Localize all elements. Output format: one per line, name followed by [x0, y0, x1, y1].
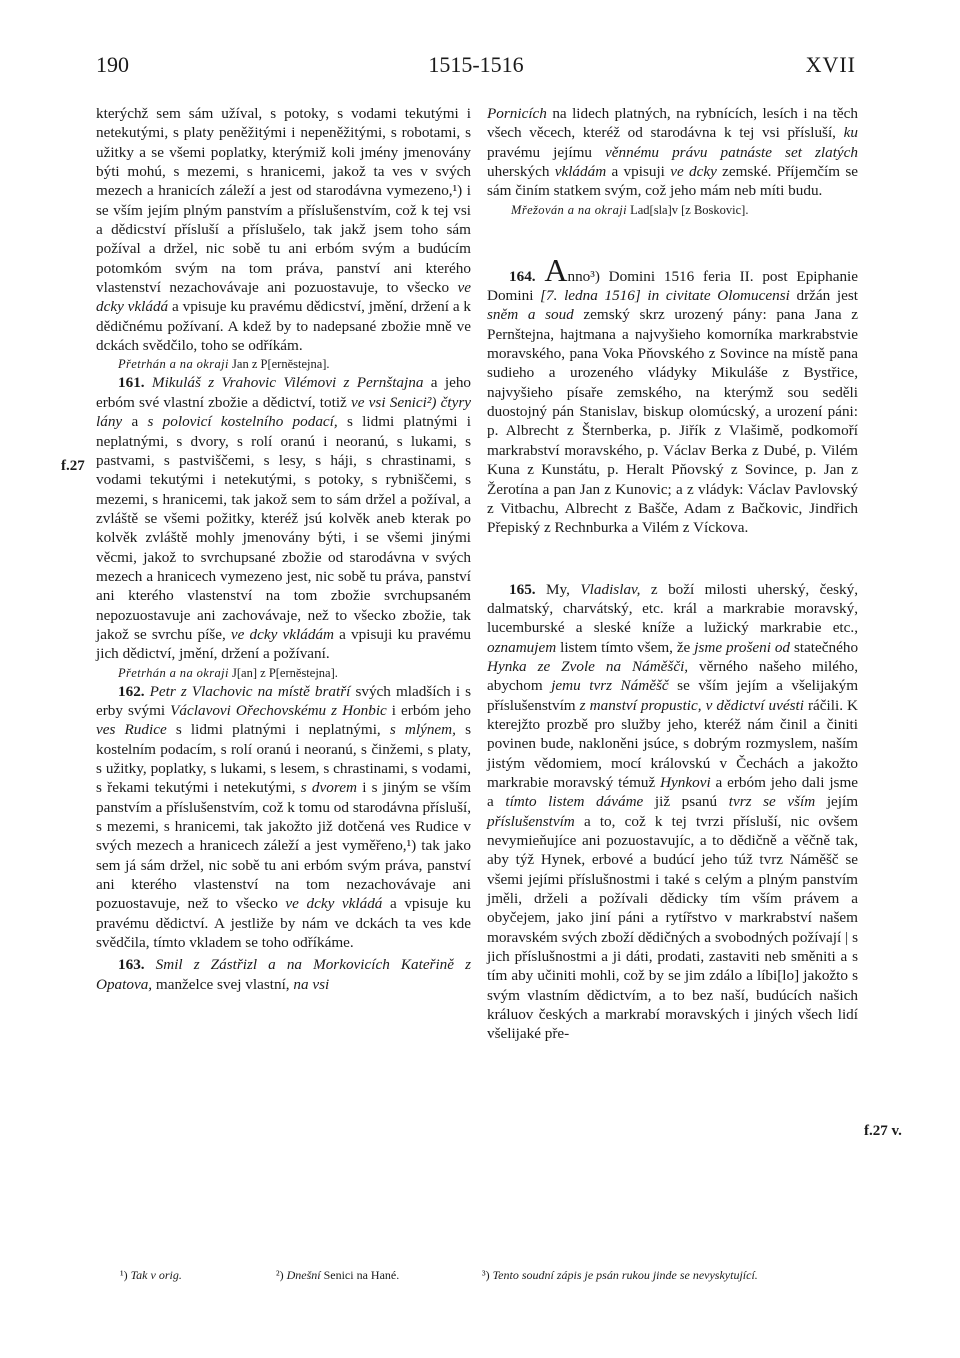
- margin-folio-mark: f.27: [61, 458, 85, 474]
- roman-section: XVII: [805, 52, 856, 77]
- marginal-note: Přetrhán a na okraji Jan z P[erněstejna].: [118, 357, 330, 372]
- drop-capital: A: [544, 251, 568, 288]
- entry-162: 162. Petr z Vlachovic na místě bratří svých mladších i s erby svými Václavovi Ořechovskému z Honbic i erbóm jeho ves Rudice s lidmi platnými i neplatnými, s mlýnem, s kostelním podacím, s rolí oranú i neoranú, s činžemi, s platy, s užitky, poplatky, s lukami, s lesem, s chrastinami, s vodami, s řekami tekutými i netekutými, s dvorem i s jiným se vším panstvím a příslušenstvím, což k tomu od starodávna přísluší, s mezemi, s hranicemi, tak jakožto již dotčená ves Rudice v svých mezech a hranicech záleží a jest vyměřeno,¹) tak jako sem já sám držel, nic sobě tu ani erbóm svým práva, panství ani kterého vlastenství na tom nezachovávaje ani pozuostavuje, než to všecko ve dcky vkládá a vpisuje ku pravému dědictví. A jestliže by nám ve dckách ta ves kde svědčila, tímto vkladem se toho odříkáme.: [96, 682, 472, 952]
- margin-folio-mark-verso: f.27 v.: [864, 1123, 902, 1139]
- footnote-2: ²) Dnešní Senici na Hané.: [276, 1268, 400, 1282]
- footnotes: [120, 1268, 860, 1288]
- entry-161: 161. Mikuláš z Vrahovic Vilémovi z Pernštajna a jeho erbóm své vlastní zbožie a dědictví, totiž ve vsi Senici²) čtyry lány a s polovicí kostelního podací, s lidmi platnými i neplatnými, s dvory, s rolí oranú i neoranú, s lukami, s pastvami, s pastviščemi, s lesy, s háji, s chrastinami, s vodami tekutými i netekutými, s potoky, s rybniščemi, s mezemi, s hranicemi, tak jakož sem to sám držel a požíval, a zvláště se všemi požitky, kteréž jsú kolvěk aneb kterak po kolvěk zvláště mohly jmenovány býti, i se všemi jinými věcmi, jakož to svrchupsané zbožie od starodávna v svých mezech a hranicech vymezeno jest, nic sobě tu práva, panství ani kterého vlastenství na tom zbožie svrchupsaném nepozuostavuje ani zachovávaje, než to všecko zbožie, tak jakož se svrchu píše, ve dcky vkládám a vpisuji ku pravému jich dědictví, jmění, držení a požívaní.: [96, 374, 472, 663]
- running-header: [96, 52, 856, 82]
- entry-spacer: [487, 219, 858, 261]
- entry-164: 164. Anno³) Domini 1516 feria II. post Epiphanie Domini [7. ledna 1516] in civitate Olomucensi držán jest sněm a soud zemský skrz urozený pány: pana Jana z Pernštejna, hajtmana a najvyšieho komorníka markrabstvie moravského, pana Voka Pňovského z Sovince na místě pana sudieho a urozeného vládyky Mikuláše z Bystřice, najvyšieho písaře zemského, na kterýmž sou seděli duostojný pán Stanislav, biskup olomúcský, a urození páni: p. Albrecht z Šternberka, p. Jiřík z Vlašimě, podkomoří markrabství moravského, p. Václav Berka z Dubé, p. Vilém Kuna z Kunstátu, p. Heralt Pňovský z Sovince, p. Jan z Žerotína a pan Jan z Kunovic; a z vládyk: Václav Pavlovský z Vitbachu, Albrecht z Bašče, Adam z Bačkovic, Jindřich Přepiský z Rechnburka a Vilém z Víckova.: [487, 251, 859, 537]
- entry-163: 163. Smil z Zástřizl a na Morkovicích Kateřině z Opatova, manželce svej vlastní, na vsi: [96, 956, 471, 993]
- year-range: 1515-1516: [428, 52, 524, 77]
- footnote-3: ³) Tento soudní zápis je psán rukou jinde se nevyskytující.: [482, 1268, 758, 1282]
- entry-165: 165. My, Vladislav, z boží milosti uherský, český, dalmatský, charvátský, etc. král a markrabie moravský, lucemburské a sleské kníže a lužický markrabie etc., oznamujem listem tímto všem, že jsme prošeni od statečného Hynka ze Zvole na Náměšči, věrného našeho milého, abychom jemu tvrz Náměšč se vším jejím a všelijakým příslušenstvím z manství propustic, v dědictví uvésti ráčili. K kterejžto prozbě pro služby jeho, kteréž nám činil a činiti povinen bude, nakloněni jsúce, s dobrým rozmyslem, naším jistým vědomiem, mocí královskú v Čechách a jakožto markrabie moravský témuž Hynkovi a erbóm jeho dali jsme a tímto listem dáváme již psanú tvrz se vším jejím příslušenstvím a to, což k tej tvrzi přísluší, nic ovšem nevymieňujíce ani pozuostavujíc, a to dědičně a věčně tak, aby týž Hynek, erbové a budúcí jeho túž tvrz Náměšč se všemi jejími příslušnostmi i také s celým a plným panstvím jměli, drželi a požívali dědicky tím vším právem a obyčejem, jako jiní páni a rytířstvo v markrabství našem moravském svých zboží dědičných a svobodných požívají | s jich příslušnostmi a ji dáti, prodati, zastaviti neb směniti a s tím aby učiniti mohli, což by se jim zdálo a líbi[lo] jakožto s svým vlastním dědictvím, a to bez naší, budúcích našich králuov českých a markrabí moravských i jiných všech lidí všelijaké pře-: [487, 580, 859, 1043]
- page-number: 190: [96, 52, 129, 77]
- right-column: [487, 104, 858, 1044]
- entry-spacer: [487, 538, 858, 580]
- paragraph-continuation: kterýchž sem sám užíval, s potoky, s vodami tekutými i netekutými, s platy peněžitými i nepeněžitými, s robotami, s užitky a se všemi poplatky, kterýmiž koli jmény jmenovány býti mohú, s mezemi, s hranicemi, jakož ta ves v svých mezech a hranicích záleží a jest od starodávna vymezeno,¹) i se vším jejím plným panstvím a příslušenstvím, což k tej vsi a dědicství přísluší a příslušelo, tak jakž jsem toho sám požíval a držel, nic sobě tu ani erbóm svým a budúcím potomkóm svým na tom práva, panství ani kterého vlastenství nezachovávaje ani pozuostavuje, to všecko ve dcky vkládá a vpisuje ku pravému dědicství, jmění, držení a k dědičnému požívaní. A kdež by to nadepsané zbožie mně ve dckách svědčilo, toho se odříkám.: [96, 105, 472, 355]
- footnote-1: ¹) Tak v orig.: [120, 1268, 182, 1282]
- entry-163-continuation: Pornicích na lidech platných, na rybnících, lesích i na těch všech věcech, kteréž od starodávna k tej vsi přísluší, ku pravému jejímu věnnému právu patnáste set zlatých uherských vkládám a vpisuji ve dcky zemské. Příjemčím se sám činím statkem svým, což jeho mám neb míti budu.: [487, 105, 859, 200]
- left-column: [96, 104, 471, 994]
- marginal-note: Mřežován a na okraji Lad[sla]v [z Boskovic].: [511, 202, 749, 217]
- marginal-note: Přetrhán a na okraji J[an] z P[erněstejna].: [118, 665, 338, 680]
